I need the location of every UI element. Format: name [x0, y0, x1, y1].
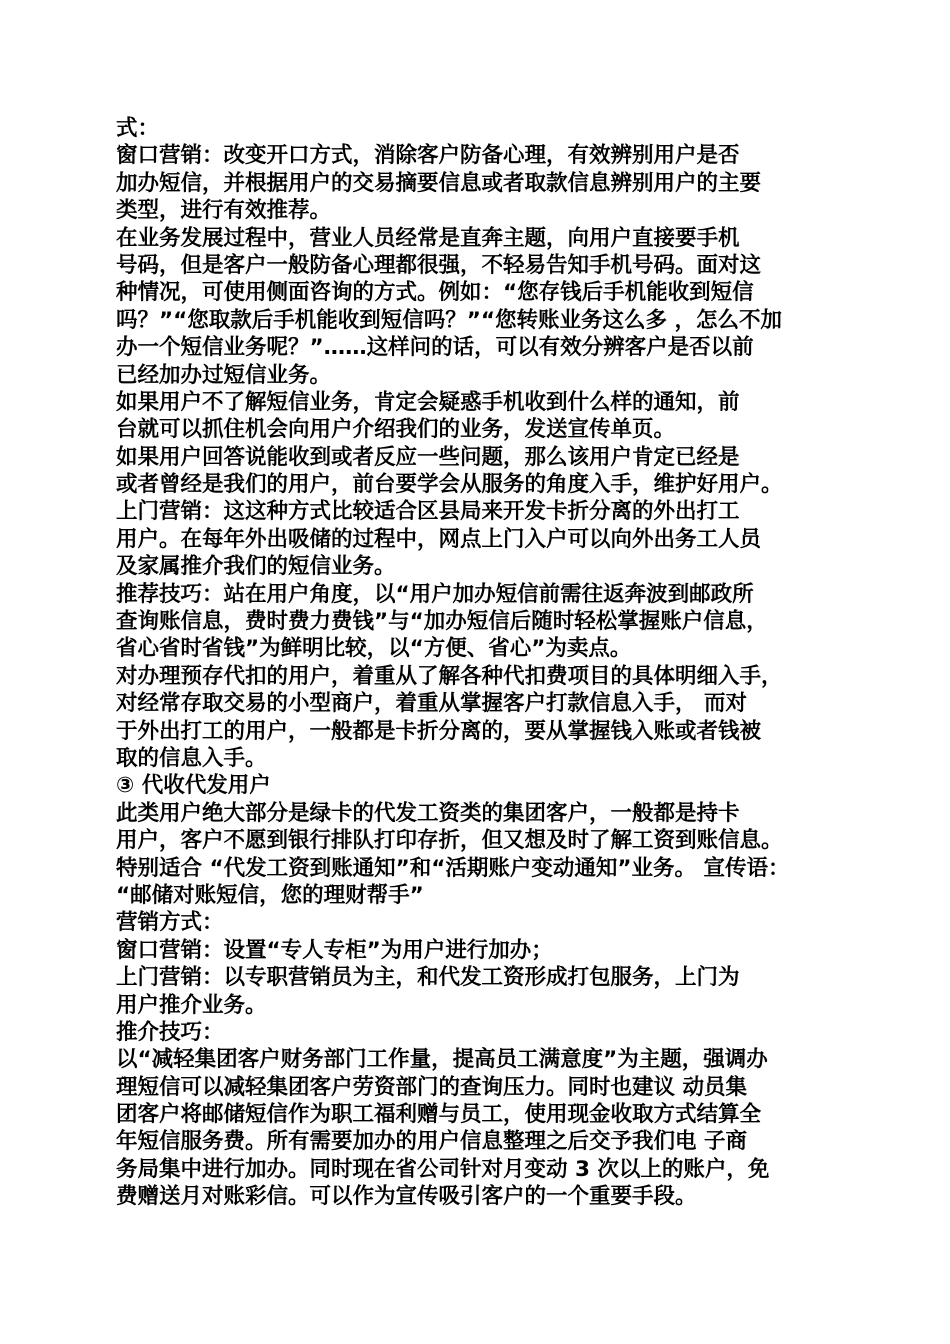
- text-line: 已经加办过短信业务。: [116, 362, 332, 388]
- text-line: 务局集中进行加办。同时现在省公司针对月变动 3 次以上的账户，免: [116, 1156, 770, 1182]
- text-line: 窗口营销：设置“专人专柜”为用户进行加办；: [116, 937, 553, 963]
- text-line: 推荐技巧：站在用户角度，以“用户加办短信前需往返奔波到邮政所: [116, 581, 754, 607]
- text-line: 办一个短信业务呢？”……这样问的话，可以有效分辨客户是否以前: [116, 335, 754, 361]
- text-line: 及家属推介我们的短信业务。: [116, 554, 396, 580]
- text-line: 查询账信息，费时费力费钱”与“加办短信后随时轻松掌握账户信息，: [116, 609, 768, 635]
- text-line: 于外出打工的用户，一般都是卡折分离的，要从掌握钱入账或者钱被: [116, 718, 762, 744]
- text-line: 年短信服务费。所有需要加办的用户信息整理之后交予我们电 子商: [116, 1129, 747, 1155]
- text-line: 用户，客户不愿到银行排队打印存折，但又想及时了解工资到账信息。: [116, 828, 783, 854]
- text-line: 此类用户绝大部分是绿卡的代发工资类的集团客户，一般都是持卡: [116, 800, 740, 826]
- text-line: 用户。在每年外出吸储的过程中，网点上门入户可以向外出务工人员: [116, 526, 762, 552]
- text-line: 对办理预存代扣的用户，着重从了解各种代扣费项目的具体明细入手，: [116, 663, 783, 689]
- text-line: 如果用户回答说能收到或者反应一些问题，那么该用户肯定已经是: [116, 444, 740, 470]
- text-line: 推介技巧：: [116, 1019, 224, 1045]
- text-line: 吗？”“您取款后手机能收到短信吗？”“您转账业务这么多 ，怎么不加: [116, 307, 783, 333]
- document-body: [116, 115, 856, 1211]
- text-line: 省心省时省钱”为鲜明比较，以“方便、省心”为卖点。: [116, 636, 632, 662]
- text-line: 上门营销：这这种方式比较适合区县局来开发卡折分离的外出打工: [116, 499, 740, 525]
- text-line: 窗口营销：改变开口方式，消除客户防备心理，有效辨别用户是否: [116, 143, 740, 169]
- text-line: 团客户将邮储短信作为职工福利赠与员工，使用现金收取方式结算全: [116, 1102, 762, 1128]
- text-line: 用户推介业务。: [116, 992, 267, 1018]
- text-line: 特别适合 “代发工资到账通知”和“活期账户变动通知”业务。 宣传语：: [116, 855, 790, 881]
- text-line: 取的信息入手。: [116, 745, 267, 771]
- text-line: 对经常存取交易的小型商户，着重从掌握客户打款信息入手， 而对: [116, 691, 747, 717]
- text-line: 号码，但是客户一般防备心理都很强，不轻易告知手机号码。面对这: [116, 252, 762, 278]
- section-heading: ③ 代收代发用户: [116, 773, 271, 799]
- text-line: 营销方式：: [116, 910, 224, 936]
- text-line: 以“减轻集团客户财务部门工作量，提高员工满意度”为主题，强调办: [116, 1047, 768, 1073]
- text-line: “邮储对账短信，您的理财帮手”: [116, 882, 424, 908]
- text-line: 种情况，可使用侧面咨询的方式。例如：“您存钱后手机能收到短信: [116, 280, 754, 306]
- text-line: 台就可以抓住机会向用户介绍我们的业务，发送宣传单页。: [116, 417, 676, 443]
- text-line: 理短信可以减轻集团客户劳资部门的查询压力。同时也建议 动员集: [116, 1074, 747, 1100]
- text-line: 如果用户不了解短信业务，肯定会疑惑手机收到什么样的通知，前: [116, 389, 740, 415]
- text-line: 加办短信，并根据用户的交易摘要信息或者取款信息辨别用户的主要: [116, 170, 762, 196]
- text-line: 费赠送月对账彩信。可以作为宣传吸引客户的一个重要手段。: [116, 1184, 697, 1210]
- text-line: 类型，进行有效推荐。: [116, 198, 332, 224]
- text-line: 上门营销：以专职营销员为主，和代发工资形成打包服务，上门为: [116, 965, 740, 991]
- text-line: 或者曾经是我们的用户，前台要学会从服务的角度入手，维护好用户。: [116, 472, 783, 498]
- text-line: 在业务发展过程中，营业人员经常是直奔主题，向用户直接要手机: [116, 225, 740, 251]
- text-line: 式：: [116, 116, 160, 141]
